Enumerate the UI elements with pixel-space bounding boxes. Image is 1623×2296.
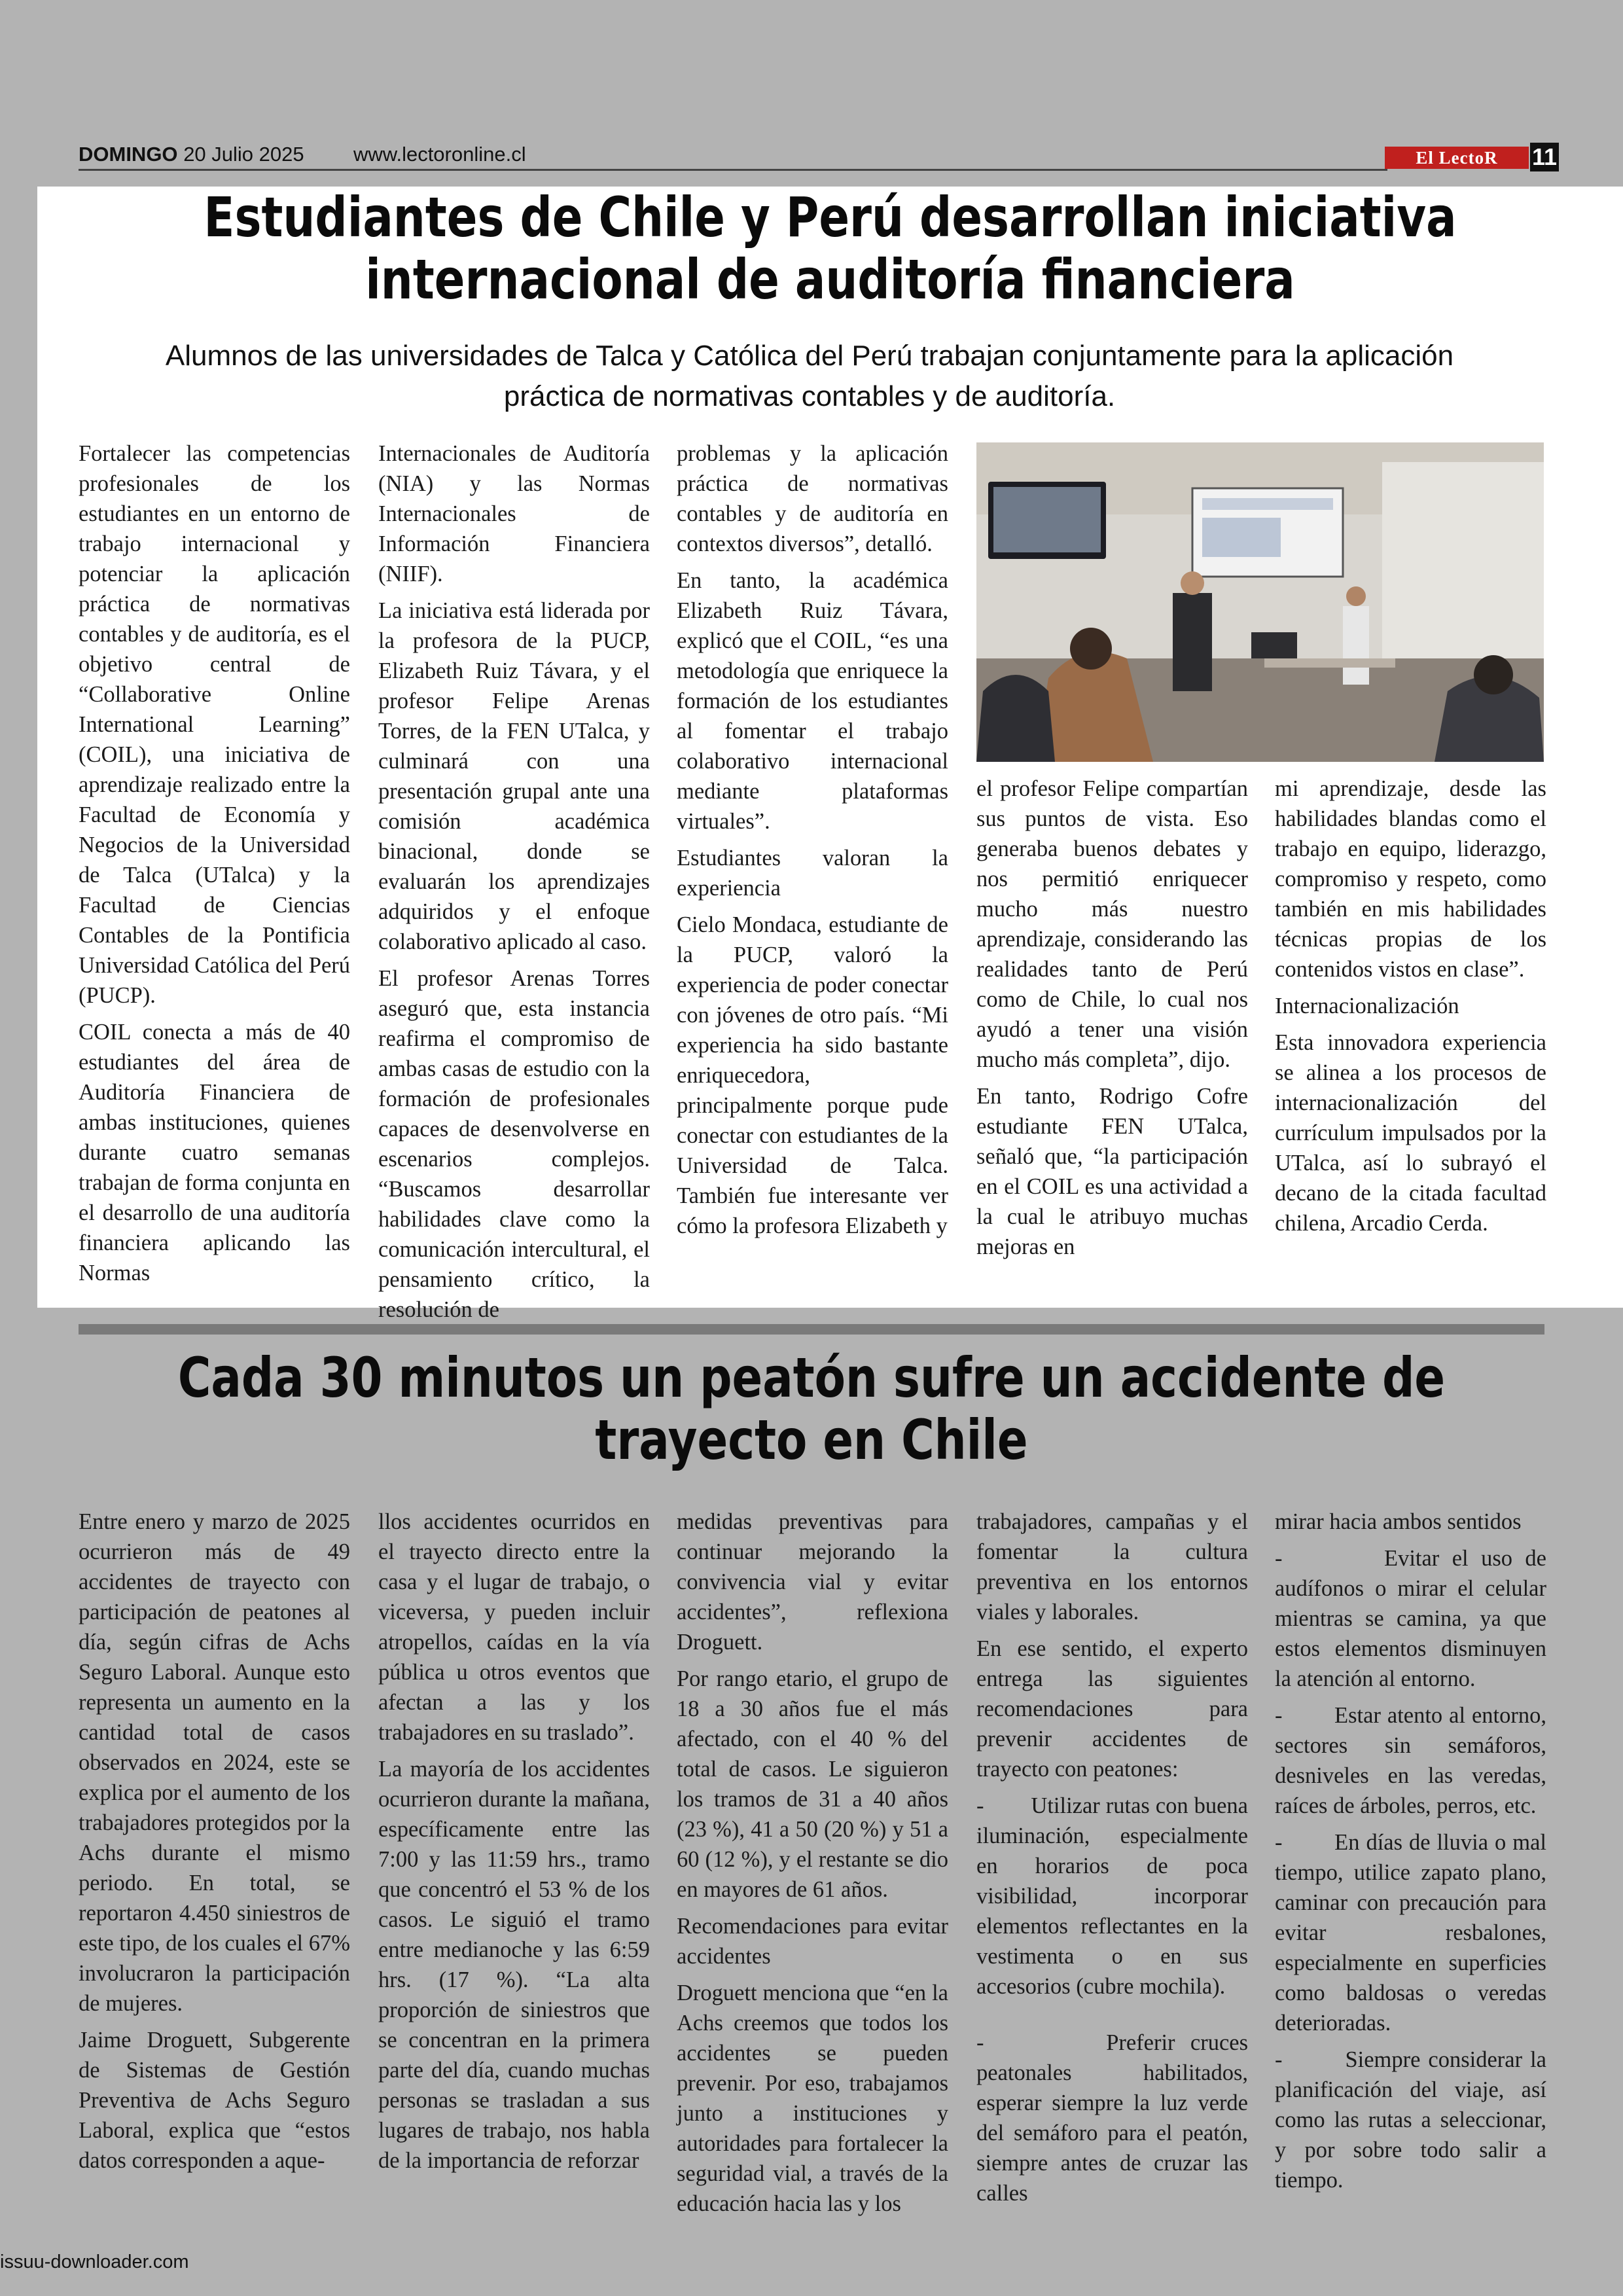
classroom-photo [976, 442, 1544, 762]
header-date-text: 20 Julio 2025 [183, 143, 304, 166]
header-day: DOMINGO [79, 143, 178, 166]
paragraph: Internacionales de Auditoría (NIA) y las Normas Internacionales de Información Financiera (NIIF). [378, 441, 650, 586]
paragraph: Jaime Droguett, Subgerente de Sistemas de Gestión Preventiva de Achs Seguro Laboral, explica que “estos datos corresponden a aque- [79, 2028, 350, 2173]
paragraph: Por rango etario, el grupo de 18 a 30 años fue el más afectado, con el 40 % del total de casos. Le siguieron los tramos de 31 a 40 años (23 %), 41 a 50 (20 %) y 51 a 60 (12 %), y el restante se dio en mayores de 61 años. [677, 1666, 948, 1902]
section-heading: Internacionalización [1275, 994, 1459, 1018]
article-1-column-4 [976, 774, 1248, 1268]
article-2-title: Cada 30 minutos un peatón sufre un accidente de trayecto en Chile [177, 1346, 1446, 1472]
list-item: - Utilizar rutas con buena iluminación, especialmente en horarios de poca visibilidad, incorporar elementos reflectantes en la vestimenta o en sus accesorios (cubre mochila). [976, 1793, 1254, 1999]
paragraph: En ese sentido, el experto entrega las siguientes recomendaciones para prevenir accidentes de trayecto con peatones: [976, 1636, 1248, 1782]
section-separator [79, 1324, 1544, 1335]
article-2-column-2 [378, 1507, 650, 2182]
list-item: - En días de lluvia o mal tiempo, utilice zapato plano, caminar con precaución para evitar resbalones, especialmente en superficies como baldosas o veredas deterioradas. [1275, 1830, 1552, 2036]
newspaper-logo: El LectoR [1385, 147, 1529, 169]
article-2-column-3 [677, 1507, 948, 2225]
page-header [79, 143, 1558, 171]
list-item: - Estar atento al entorno, sectores sin semáforos, desniveles en las veredas, raíces de árboles, perros, etc. [1275, 1703, 1552, 1818]
article-2-column-5 [1275, 1507, 1552, 2202]
paragraph: En tanto, Rodrigo Cofre estudiante FEN UTalca, señaló que, “la participación en el COIL es una actividad a la cual le atribuyo muchas mejoras en [976, 1084, 1248, 1259]
section-heading: Estudiantes valoran la experiencia [677, 846, 948, 901]
paragraph: trabajadores, campañas y el fomentar la cultura preventiva en los entornos viales y laborales. [976, 1509, 1248, 1624]
paragraph: mi aprendizaje, desde las habilidades blandas como el trabajo en equipo, liderazgo, compromiso y respeto, como también en mis habilidades técnicas propias de los contenidos vistos en clase”. [1275, 776, 1546, 982]
header-rule [79, 169, 1387, 171]
paragraph: Entre enero y marzo de 2025 ocurrieron más de 49 accidentes de trayecto con participación de peatones al día, según cifras de Achs Seguro Laboral. Aunque esto representa un aumento en la cantidad total de casos observados en 2024, este se explica por el aumento de los trabajadores protegidos por la Achs durante el mismo periodo. En total, se reportaron 4.450 siniestros de este tipo, de los cuales el 67% involucraron la participación de mujeres. [79, 1509, 350, 2016]
paragraph: Fortalecer las competencias profesionales de los estudiantes en un entorno de trabajo internacional y potenciar la aplicación práctica de normativas contables y de auditoría, es el objetivo central de “Collaborative Online International Learning” (COIL), una iniciativa de aprendizaje realizado entre la Facultad de Economía y Negocios de la Universidad de Talca (UTalca) y la Facultad de Ciencias Contables de la Pontificia Universidad Católica del Perú (PUCP). [79, 441, 350, 1008]
paragraph: La mayoría de los accidentes ocurrieron durante la mañana, específicamente entre las 7:00 y las 11:59 hrs., tramo que concentró el 53 % de los casos. Le siguió el tramo entre medianoche y las 6:59 hrs. (17 %). “La alta proporción de siniestros que se concentran en la primera parte del día, cuando muchas personas se trasladan a sus lugares de trabajo, nos habla de la importancia de reforzar [378, 1757, 650, 2173]
paragraph: Esta innovadora experiencia se alinea a los procesos de internacionalización del currículum impulsados por la UTalca, así lo subrayó el decano de la citada facultad chilena, Arcadio Cerda. [1275, 1030, 1546, 1236]
classroom-image [976, 442, 1544, 762]
article-2-column-4 [976, 1507, 1254, 2215]
article-1-column-3 [677, 439, 948, 1247]
article-1-title: Estudiantes de Chile y Perú desarrollan iniciativa internacional de auditoría financiera [204, 185, 1457, 312]
paragraph: mirar hacia ambos sentidos [1275, 1509, 1522, 1534]
paragraph: Cielo Mondaca, estudiante de la PUCP, valoró la experiencia de poder conectar con jóvenes de otro país. “Mi experiencia ha sido bastante enriquecedora, principalmente porque pude conectar con estudiantes de la Universidad de Talca. También fue interesante ver cómo la profesora Elizabeth y [677, 912, 948, 1238]
list-item: - Siempre considerar la planificación del viaje, así como las rutas a seleccionar, y por sobre todo salir a tiempo. [1275, 2047, 1552, 2193]
header-date [79, 143, 304, 166]
article-1-column-5 [1275, 774, 1546, 1245]
paragraph: medidas preventivas para continuar mejorando la convivencia vial y evitar accidentes”, reflexiona Droguett. [677, 1509, 948, 1655]
paragraph: COIL conecta a más de 40 estudiantes del área de Auditoría Financiera de ambas instituciones, quienes durante cuatro semanas trabajan de forma conjunta en el desarrollo de una auditoría financiera aplicando las Normas [79, 1020, 350, 1285]
paragraph: En tanto, la académica Elizabeth Ruiz Távara, explicó que el COIL, “es una metodología que enriquece la formación de los estudiantes al fomentar el trabajo colaborativo internacional mediante plataformas virtuales”. [677, 568, 948, 834]
header-url[interactable]: www.lectoronline.cl [353, 143, 526, 166]
footer-watermark-text: issuu-downloader.com [0, 2251, 189, 2272]
article-1-column-2 [378, 439, 650, 1331]
list-item: - Preferir cruces peatonales habilitados, esperar siempre la luz verde del semáforo para el peatón, siempre antes de cruzar las calles [976, 2030, 1254, 2206]
paragraph: llos accidentes ocurridos en el trayecto directo entre la casa y el lugar de trabajo, o viceversa, y pueden incluir atropellos, caídas en la vía pública u otros eventos que afectan a las y los trabajadores en su traslado”. [378, 1509, 650, 1745]
paragraph: La iniciativa está liderada por la profesora de la PUCP, Elizabeth Ruiz Távara, y el profesor Felipe Arenas Torres, de la FEN UTalca, y culminará con una presentación grupal ante una comisión académica binacional, donde se evaluarán los aprendizajes adquiridos y el enfoque colaborativo aplicado al caso. [378, 598, 650, 954]
paragraph: Droguett menciona que “en la Achs creemos que todos los accidentes se pueden prevenir. Por eso, trabajamos junto a instituciones y autoridades para fortalecer la seguridad vial, a través de la educación hacia las y los [677, 1981, 948, 2216]
paragraph: problemas y la aplicación práctica de normativas contables y de auditoría en contextos diversos”, detalló. [677, 441, 948, 556]
paragraph: el profesor Felipe compartían sus puntos de vista. Eso generaba buenos debates y nos permitió enriquecer mucho más nuestro aprendizaje, considerando las realidades tanto de Perú como de Chile, lo cual nos ayudó a tener una visión mucho más completa”, dijo. [976, 776, 1248, 1072]
article-1-subtitle: Alumnos de las universidades de Talca y Católica del Perú trabajan conjuntamente para la aplicación práctica de normativas contables y de auditoría. [165, 340, 1454, 412]
page-number: 11 [1530, 143, 1559, 171]
section-heading: Recomendaciones para evitar accidentes [677, 1914, 948, 1969]
list-item: - Evitar el uso de audífonos o mirar el celular mientras se camina, ya que estos elementos disminuyen la atención al entorno. [1275, 1546, 1552, 1691]
paragraph: El profesor Arenas Torres aseguró que, esta instancia reafirma el compromiso de ambas casas de estudio con la formación de profesionales capaces de desenvolverse en escenarios complejos. “Buscamos desarrollar habilidades clave como la comunicación intercultural, el pensamiento crítico, la resolución de [378, 966, 650, 1322]
article-1-column-1 [79, 439, 350, 1295]
article-2-column-1 [79, 1507, 350, 2182]
